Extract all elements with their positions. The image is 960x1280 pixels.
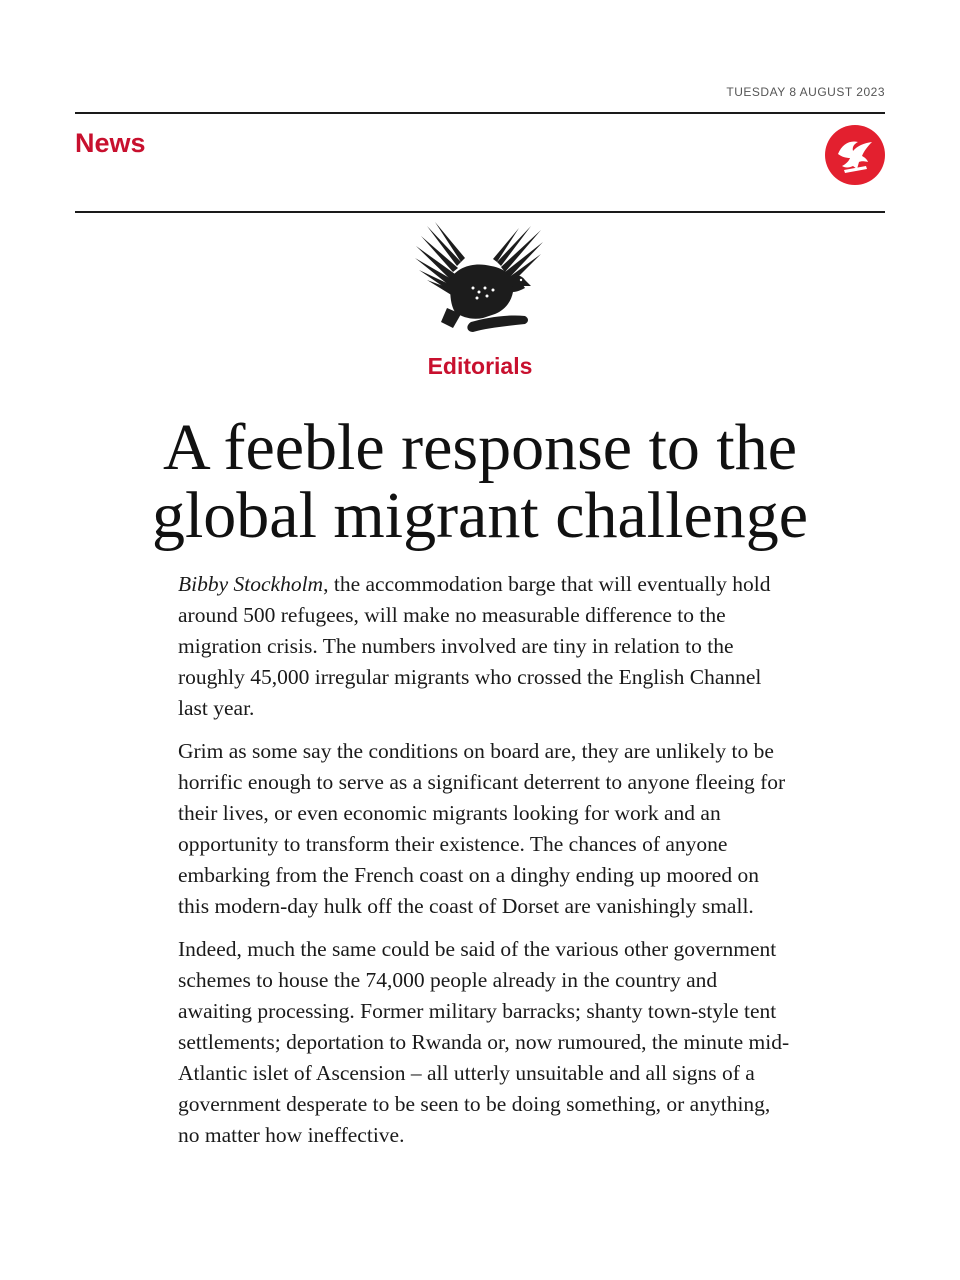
article-headline — [60, 411, 900, 552]
headline-line-1: A feeble response to the — [162, 411, 798, 484]
section-kicker-editorials[interactable]: Editorials — [427, 353, 533, 379]
headline-line-2: global migrant challenge — [151, 479, 809, 552]
article-paragraph-2: Grim as some say the conditions on board are, they are unlikely to be horrific enough to serve as a significant deterrent to anyone fleeing for their lives, or even economic migrants looking for work and an opportunity to transform their existence. The chances of anyone embarking from the French coast on a dinghy ending up moored on this modern-day hulk off the coast of Dorset are vanishingly small. — [178, 739, 786, 918]
header-bottom-rule — [75, 211, 885, 213]
independent-eagle-icon[interactable] — [824, 124, 886, 186]
section-link-news[interactable]: News — [75, 128, 146, 158]
article-paragraph-3: Indeed, much the same could be said of the various other government schemes to house the 74,000 people already in the country and awaiting processing. Former military barracks; shanty town-style tent settlements; deportation to Rwanda or, now rumoured, the minute mid-Atlantic islet of Ascension – all utterly unsuitable and all signs of a government desperate to be seen to be doing something, or anything, no matter how ineffective. — [178, 937, 790, 1147]
paragraph-text: , the accommodation barge that will eventually hold around 500 refugees, will make no measurable difference to the migration crisis. The numbers involved are tiny in relation to the roughly 45,000 irregular migrants who crossed the English Channel last year. — [178, 572, 771, 720]
vessel-name: Bibby Stockholm — [178, 572, 324, 596]
article-body — [178, 569, 790, 1163]
header-top-rule — [75, 112, 885, 114]
publication-date: TUESDAY 8 AUGUST 2023 — [726, 85, 885, 99]
article-paragraph-1 — [178, 569, 790, 724]
eagle-illustration-icon — [413, 222, 547, 342]
